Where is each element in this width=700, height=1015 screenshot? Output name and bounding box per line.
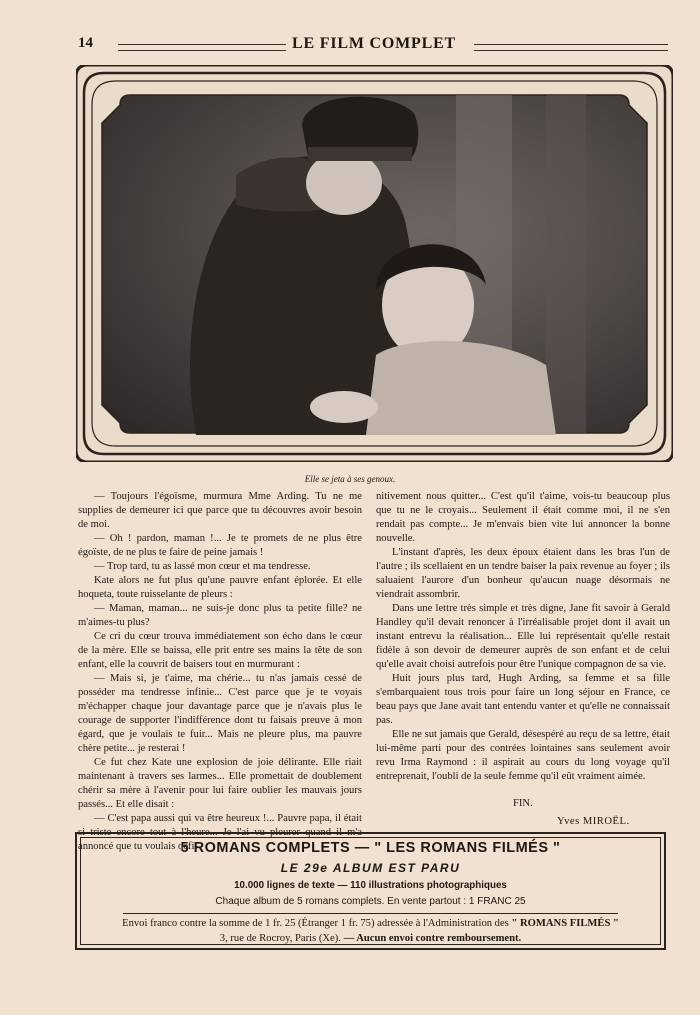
paragraph: Ce fut chez Kate une explosion de joie délirante. Elle riait maintenant à travers ses larmes... Elle promettait de doublement chérir sa mère à l'avenir pour lui faire oublier les mauvais jours passés... Et elle disait : <box>78 757 362 810</box>
text-column-left <box>78 490 362 854</box>
text-column-right <box>376 490 670 784</box>
ad-stats: 10.000 lignes de texte — 110 illustrations photographiques <box>234 880 507 891</box>
ad-note: — Aucun envoi contre remboursement. <box>343 933 522 944</box>
ad-price-line: Chaque album de 5 romans complets. En vente partout : 1 FRANC 25 <box>215 896 526 907</box>
paragraph: — Mais si, je t'aime, ma chérie... tu n'as jamais cessé de posséder ma tendresse infinie... C'est parce que je te voyais m'échapper chaque jour davantage parce que je n'avais plus le courage de supporter l'indifférence dont tu faisais preuve à mon égard, que je voulais te fuir... Mais ne pleure plus, ma pauvre chère petite... je resterai ! <box>78 673 362 754</box>
paragraph: Elle ne sut jamais que Gerald, désespéré au reçu de sa lettre, était lui-même parti pour des contrées lointaines sans seulement avoir revu Irma Raymond : il aspirait au cours du long voyage qu'il entreprenait, l'oubli de la seule femme qu'il eût vraiment aimée. <box>376 729 670 782</box>
header-rule-left <box>118 44 286 51</box>
author-signature: Yves MIROËL. <box>557 816 630 827</box>
paragraph: — C'est papa aussi qui va être heureux !... Pauvre papa, il était si triste encore tout à l'heure... Je l'ai vu pleurer quand il m'a annoncé que tu voulais défi- <box>78 813 362 852</box>
paragraph: Ce cri du cœur trouva immédiatement son écho dans le cœur de la mère. Elle se baissa, elle prit entre ses mains la tête de son enfant, elle la couvrit de baisers tout en murmurant : <box>78 631 362 670</box>
paragraph: — Maman, maman... ne suis-je donc plus ta petite fille? ne m'aimes-tu plus? <box>78 603 362 628</box>
ad-envoi-brand: " ROMANS FILMÉS " <box>511 918 619 929</box>
ad-address-line <box>77 933 664 944</box>
paragraph: — Toujours l'égoïsme, murmura Mme Arding. Tu ne me supplies de demeurer ici que parce que tu découvres avoir besoin de moi. <box>78 491 362 530</box>
paragraph: Kate alors ne fut plus qu'une pauvre enfant éplorée. Et elle hoqueta, toute ruisselante de pleurs : <box>78 575 362 600</box>
ad-separator <box>123 913 618 914</box>
ad-headline: 5 ROMANS COMPLETS — " LES ROMANS FILMÉS " <box>180 840 561 856</box>
photo-frame <box>76 65 673 462</box>
paragraph: Huit jours plus tard, Hugh Arding, sa femme et sa fille s'embarquaient tous trois pour faire un long séjour en France, ce beau pays que Jane avait tant entendu vanter et qu'elle ne connaissait pas. <box>376 673 670 726</box>
advertisement-box <box>75 832 666 950</box>
photo-illustration <box>102 95 647 435</box>
header-rule-right <box>474 44 668 51</box>
paragraph: nitivement nous quitter... C'est qu'il t'aime, vois-tu beaucoup plus que tu ne le croyais... Seulement il était comme moi, il ne s'en rendait pas compte... Je m'envais bien vite lui annoncer la bonne nouvelle. <box>376 491 670 544</box>
photo-caption: Elle se jeta à ses genoux. <box>304 474 396 484</box>
paragraph: L'instant d'après, les deux époux étaient dans les bras l'un de l'autre ; ils scellaient en un tendre baiser la paix revenue au foyer ; ils saluaient l'aurore d'un bonheur qu'aucun nuage désormais ne viendrait assombrir. <box>376 547 670 600</box>
page-number: 14 <box>78 35 93 51</box>
paragraph: — Trop tard, tu as lassé mon cœur et ma tendresse. <box>94 561 311 572</box>
magazine-title: LE FILM COMPLET <box>292 35 457 52</box>
ad-subhead: LE 29e ALBUM EST PARU <box>280 861 461 875</box>
paragraph: — Oh ! pardon, maman !... Je te promets de ne plus être égoïste, de ne plus te faire de peine jamais ! <box>78 533 362 558</box>
fin-mark: FIN. <box>513 798 533 809</box>
ad-envoi-line <box>77 918 664 929</box>
paragraph: Dans une lettre très simple et très digne, Jane fit savoir à Gerald Handley qu'il devait renoncer à l'irréalisable projet dont il avait un instant entrevu la réalisation... Elle lui représentait qu'elle restait fidèle à son devoir de demeurer auprès de son enfant et de celui qu'elle avait choisi autrefois pour être l'unique compagnon de sa vie. <box>376 603 670 670</box>
ad-envoi-text: Envoi franco contre la somme de 1 fr. 25 (Étranger 1 fr. 75) adressée à l'Administration des <box>122 918 509 929</box>
ad-address: 3, rue de Rocroy, Paris (Xe). <box>219 933 341 944</box>
